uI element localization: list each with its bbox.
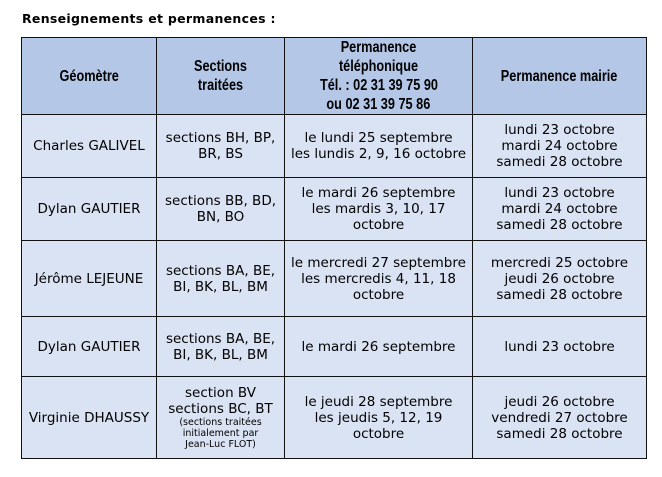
table-row <box>22 115 647 178</box>
sections-note: Jean-Luc FLOT) <box>185 439 256 450</box>
sections-note: (sections traitées <box>179 417 262 428</box>
cell-telephone: le mardi 26 septembre <box>285 317 473 377</box>
cell-geometre: Jérôme LEJEUNE <box>22 241 157 317</box>
cell-geometre: Dylan GAUTIER <box>22 178 157 241</box>
cell-sections: sections BA, BE, BI, BK, BL, BM <box>157 241 285 317</box>
header-telephone: Permanence téléphonique Tél. : 02 31 39 75 90 ou 02 31 39 75 86 <box>285 38 473 115</box>
cell-geometre: Dylan GAUTIER <box>22 317 157 377</box>
header-sections: Sections traitées <box>157 38 285 115</box>
cell-telephone: le lundi 25 septembre les lundis 2, 9, 16 octobre <box>285 115 473 178</box>
table-row <box>22 241 647 317</box>
header-geometre: Géomètre <box>22 38 157 115</box>
cell-sections: sections BH, BP, BR, BS <box>157 115 285 178</box>
table-row <box>22 377 647 459</box>
permanences-table <box>21 37 647 459</box>
page-title: Renseignements et permanences : <box>22 11 276 26</box>
cell-sections: sections BA, BE, BI, BK, BL, BM <box>157 317 285 377</box>
cell-geometre: Charles GALIVEL <box>22 115 157 178</box>
header-mairie: Permanence mairie <box>473 38 647 115</box>
table-row <box>22 178 647 241</box>
cell-sections: section BV sections BC, BT (sections traitées initialement par Jean-Luc FLOT) <box>157 377 285 459</box>
cell-telephone: le jeudi 28 septembre les jeudis 5, 12, 19 octobre <box>285 377 473 459</box>
cell-telephone: le mardi 26 septembre les mardis 3, 10, 17 octobre <box>285 178 473 241</box>
cell-sections: sections BB, BD, BN, BO <box>157 178 285 241</box>
cell-mairie: lundi 23 octobre mardi 24 octobre samedi 28 octobre <box>473 115 647 178</box>
table-header-row <box>22 38 647 115</box>
cell-mairie: jeudi 26 octobre vendredi 27 octobre samedi 28 octobre <box>473 377 647 459</box>
table-row <box>22 317 647 377</box>
cell-telephone: le mercredi 27 septembre les mercredis 4, 11, 18 octobre <box>285 241 473 317</box>
cell-mairie: lundi 23 octobre mardi 24 octobre samedi 28 octobre <box>473 178 647 241</box>
cell-mairie: lundi 23 octobre <box>473 317 647 377</box>
cell-mairie: mercredi 25 octobre jeudi 26 octobre samedi 28 octobre <box>473 241 647 317</box>
sections-note: initialement par <box>182 428 259 439</box>
cell-geometre: Virginie DHAUSSY <box>22 377 157 459</box>
